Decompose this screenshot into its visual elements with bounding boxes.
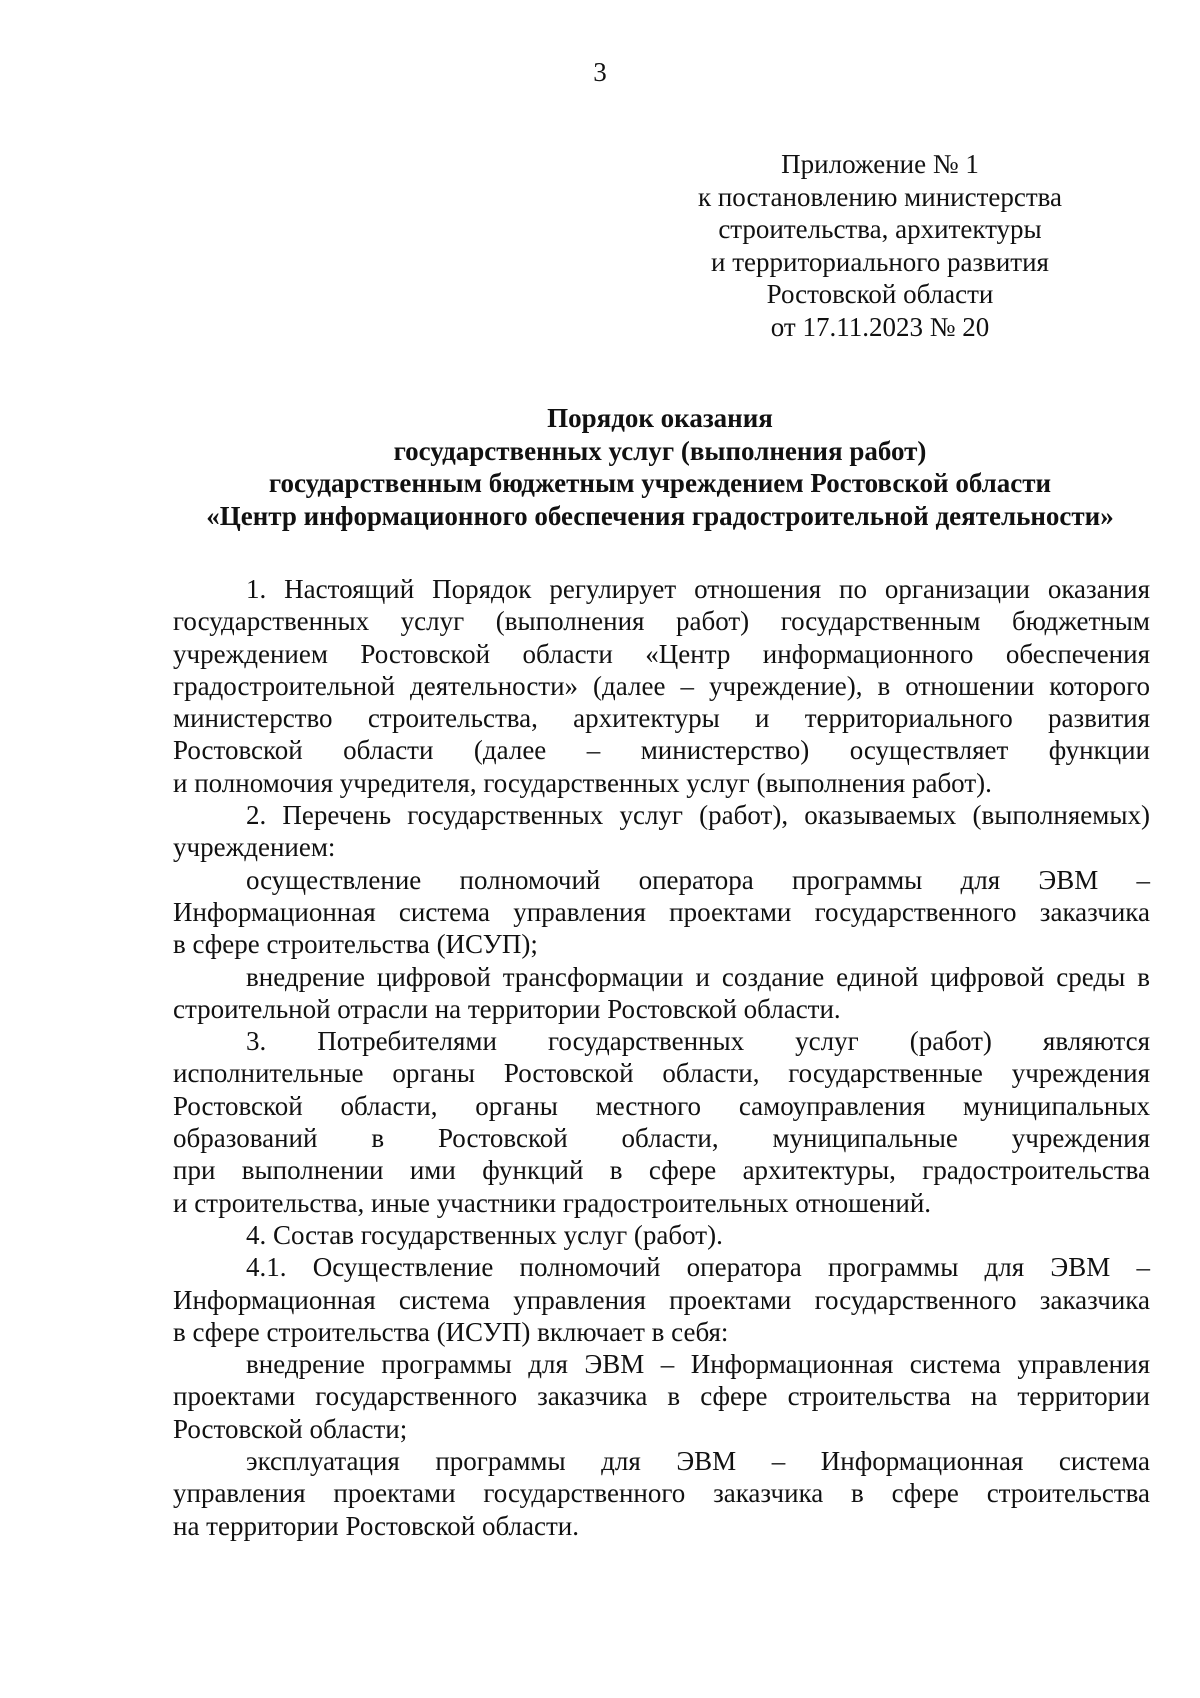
paragraph-1-line: градостроительной деятельности» (далее – учреждение), в отношении которого — [173, 670, 1150, 701]
service-item-line: осуществление полномочий оператора программы для ЭВМ – — [246, 864, 1150, 895]
paragraph-1-line: государственных услуг (выполнения работ) государственным бюджетным — [173, 606, 1150, 637]
paragraph-4-line: 4. Состав государственных услуг (работ). — [246, 1219, 723, 1250]
subitem-line: управления проектами государственного заказчика в сфере строительства — [173, 1478, 1150, 1509]
title-line: Порядок оказания — [547, 403, 773, 433]
paragraph-1-line: Ростовской области (далее – министерство) осуществляет функции — [173, 735, 1150, 766]
paragraph-3-line: при выполнении ими функций в сфере архитектуры, градостроительства — [173, 1155, 1150, 1186]
paragraph-4-1-line: 4.1. Осуществление полномочий оператора программы для ЭВМ – — [246, 1252, 1150, 1283]
appendix-line: к постановлению министерства — [697, 181, 1063, 212]
paragraph-3-line: 3. Потребителями государственных услуг (работ) являются — [246, 1026, 1150, 1057]
page-number: 3 — [593, 57, 607, 87]
service-item-line: строительной отрасли на территории Ростовской области. — [173, 993, 841, 1024]
title-line: государственных услуг (выполнения работ) — [393, 435, 927, 466]
paragraph-3-line: Ростовской области, органы местного самоуправления муниципальных — [173, 1090, 1150, 1121]
subitem-line: внедрение программы для ЭВМ – Информационная система управления — [246, 1349, 1150, 1380]
title-line: «Центр информационного обеспечения градостроительной деятельности» — [206, 500, 1114, 531]
appendix-line: от 17.11.2023 № 20 — [770, 311, 990, 342]
subitem-line: проектами государственного заказчика в сфере строительства на территории — [173, 1381, 1150, 1412]
paragraph-3-line: исполнительные органы Ростовской области, государственные учреждения — [173, 1058, 1150, 1089]
paragraph-1-line: учреждением Ростовской области «Центр информационного обеспечения — [173, 638, 1150, 669]
subitem-line: эксплуатация программы для ЭВМ – Информационная система — [246, 1446, 1150, 1477]
paragraph-1-line: 1. Настоящий Порядок регулирует отношения по организации оказания — [246, 574, 1150, 604]
service-item-line: Информационная система управления проектами государственного заказчика — [173, 896, 1150, 927]
paragraph-2-line: 2. Перечень государственных услуг (работ), оказываемых (выполняемых) — [246, 800, 1150, 831]
paragraph-4-1-line: Информационная система управления проектами государственного заказчика — [173, 1284, 1150, 1315]
paragraph-1-line: министерство строительства, архитектуры и территориального развития — [173, 703, 1150, 734]
paragraph-1-line: и полномочия учредителя, государственных услуг (выполнения работ). — [173, 767, 992, 798]
appendix-line: Ростовской области — [766, 279, 994, 309]
service-item-line: внедрение цифровой трансформации и создание единой цифровой среды в — [246, 961, 1150, 992]
appendix-line: и территориального развития — [711, 246, 1049, 277]
paragraph-4-1-line: в сфере строительства (ИСУП) включает в себя: — [173, 1316, 729, 1347]
paragraph-2-line: учреждением: — [173, 832, 336, 863]
title-line: государственным бюджетным учреждением Ростовской области — [268, 468, 1052, 498]
paragraph-3-line: и строительства, иные участники градостроительных отношений. — [173, 1187, 932, 1218]
subitem-line: Ростовской области; — [173, 1413, 408, 1444]
subitem-line: на территории Ростовской области. — [173, 1510, 579, 1541]
appendix-line: Приложение № 1 — [781, 149, 979, 179]
appendix-block — [660, 148, 1100, 343]
service-item-line: в сфере строительства (ИСУП); — [173, 929, 538, 960]
appendix-line: строительства, архитектуры — [718, 214, 1042, 244]
paragraph-3-line: образований в Ростовской области, муниципальные учреждения — [173, 1123, 1150, 1154]
document-title — [120, 402, 1200, 532]
document-body — [173, 573, 1150, 1542]
